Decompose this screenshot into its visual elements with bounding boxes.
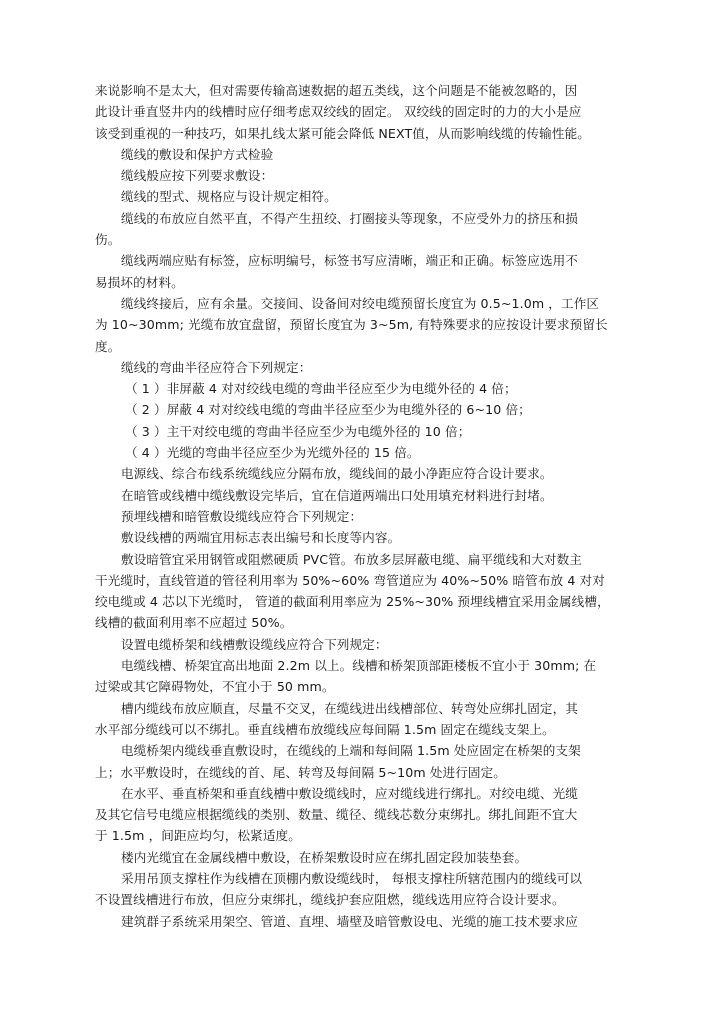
text-line: 缆线终接后，应有余量。交接间、设备间对绞电缆预留长度宜为 0.5~1.0m ，工作区: [121, 295, 600, 311]
text-line: 不设置线槽进行布放，但应分束绑扎，缆线护套应阻燃，缆线选用应符合设计要求。: [95, 892, 565, 908]
text-line: 预埋线槽和暗管敷设缆线应符合下列规定：: [121, 508, 363, 524]
text-line: 缆线般应按下列要求敷设：: [121, 168, 274, 184]
text-line: 缆线的布放应自然平直，不得产生扭绞、打圈接头等现象，不应受外力的挤压和损: [121, 210, 578, 226]
text-line: 敷设线槽的两端宜用标志表出编号和长度等内容。: [121, 530, 401, 546]
text-line: 于 1.5m ，间距应均匀，松紧适度。: [95, 828, 301, 844]
text-line: 在水平、垂直桥架和垂直线槽中敷设缆线时，应对缆线进行绑扎。对绞电缆、光缆: [121, 785, 578, 801]
text-line: 伤。: [95, 232, 121, 248]
list-item: （ 1 ）非屏蔽 4 对对绞线电缆的弯曲半径应至少为电缆外径的 4 倍；: [125, 381, 517, 397]
text-line: 槽内缆线布放应顺直，尽量不交叉，在缆线进出线槽部位、转弯处应绑扎固定，其: [121, 700, 578, 716]
list-item: （ 3 ）主干对绞电缆的弯曲半径应至少为电缆外径的 10 倍；: [125, 423, 471, 439]
text-line: 缆线的弯曲半径应符合下列规定：: [121, 359, 312, 375]
text-line: 在暗管或线槽中缆线敷设完毕后，宜在信道两端出口处用填充材料进行封堵。: [121, 487, 553, 503]
text-line: 采用吊顶支撑柱作为线槽在顶棚内敷设缆线时， 每根支撑柱所辖范围内的缆线可以: [121, 870, 583, 886]
document-body: [95, 80, 643, 932]
text-line: 易损坏的材料。: [95, 274, 184, 290]
text-line: 及其它信号电缆应根据缆线的类别、数量、缆径、缆线芯数分束绑扎。绑扎间距不宜大: [95, 807, 578, 823]
text-line: 干光缆时，直线管道的管径利用率为 50%~60% 弯管道应为 40%~50% 暗管布放 4 对对: [95, 572, 605, 588]
list-item: （ 2 ）屏蔽 4 对对绞线电缆的弯曲半径应至少为电缆外径的 6~10 倍；: [125, 402, 531, 418]
section-heading: 缆线的敷设和保护方式检验: [121, 146, 274, 162]
text-line: 线槽的截面利用率不应超过 50%。: [95, 615, 293, 631]
text-line: 过梁或其它障碍物处，不宜小于 50 mm。: [95, 679, 335, 695]
text-line: 为 10~30mm; 光缆布放宜盘留，预留长度宜为 3~5m, 有特殊要求的应按设计要求预留长: [95, 317, 608, 333]
text-line: 水平部分缆线可以不绑扎。垂直线槽布放缆线应每间隔 1.5m 固定在缆线支架上。: [95, 721, 555, 737]
text-line: 电缆桥架内缆线垂直敷设时，在缆线的上端和每间隔 1.5m 处应固定在桥架的支架: [121, 743, 581, 759]
text-line: 敷设暗管宜采用钢管或阻燃硬质 PVC管。布放多层屏蔽电缆、扁平缆线和大对数主: [121, 551, 582, 567]
text-line: 缆线的型式、规格应与设计规定相符。: [121, 189, 337, 205]
text-line: 上；水平敷设时，在缆线的首、尾、转弯及每间隔 5~10m 处进行固定。: [95, 764, 506, 780]
text-line: 该受到重视的一种技巧，如果扎线太紧可能会降低 NEXT值，从而影响线缆的传输性能。: [95, 125, 590, 141]
text-line: 来说影响不是太大，但对需要传输高速数据的超五类线，这个问题是不能被忽略的，因: [95, 83, 578, 98]
text-line: 电缆线槽、桥架宜高出地面 2.2m 以上。线槽和桥架顶部距楼板不宜小于 30mm; 在: [121, 658, 597, 674]
text-line: 绞电缆或 4 芯以下光缆时， 管道的截面利用率应为 25%~30% 预埋线槽宜采用金属线槽，: [95, 594, 610, 610]
text-line: 建筑群子系统采用架空、管道、直埋、墙壁及暗管敷设电、光缆的施工技术要求应: [121, 913, 578, 929]
text-line: 设置电缆桥架和线槽敷设缆线应符合下列规定：: [121, 636, 388, 652]
text-line: 度。: [95, 338, 121, 354]
text-line: 楼内光缆宜在金属线槽中敷设，在桥架敷设时应在绑扎固定段加装垫套。: [121, 849, 528, 865]
text-line: 电源线、综合布线系统缆线应分隔布放，缆线间的最小净距应符合设计要求。: [121, 466, 553, 482]
list-item: （ 4 ）光缆的弯曲半径应至少为光缆外径的 15 倍。: [125, 445, 420, 461]
text-line: 此设计垂直竖井内的线槽时应仔细考虑双绞线的固定。 双绞线的固定时的力的大小是应: [95, 104, 582, 120]
text-line: 缆线两端应贴有标签，应标明编号，标签书写应清晰，端正和正确。标签应选用不: [121, 253, 578, 269]
